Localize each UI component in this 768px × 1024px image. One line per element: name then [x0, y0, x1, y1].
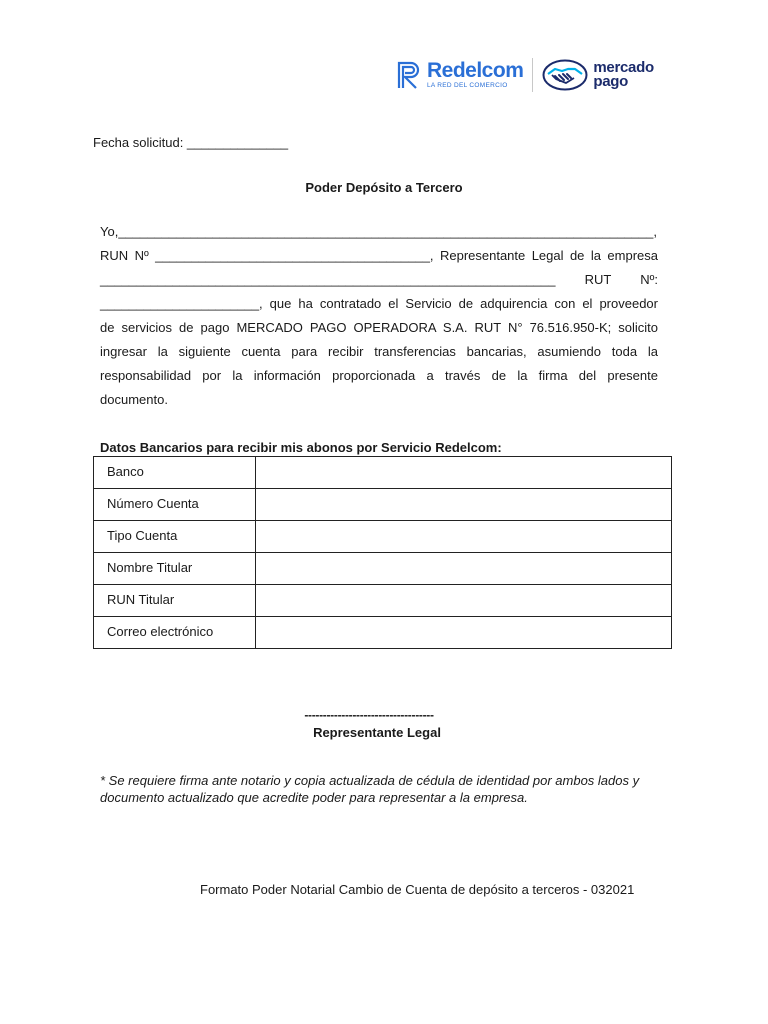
bank-label: Banco	[94, 457, 256, 489]
table-row	[94, 585, 672, 617]
mercadopago-line1: mercado	[593, 59, 654, 76]
bank-data-table	[93, 456, 672, 649]
signature-line: -----------------------------------	[304, 708, 434, 722]
redelcom-logo	[396, 60, 523, 90]
header-logos	[396, 56, 654, 94]
redelcom-name: Redelcom	[427, 59, 524, 83]
table-row	[94, 617, 672, 649]
document-title: Poder Depósito a Tercero	[305, 180, 463, 195]
signature-label: Representante Legal	[313, 725, 441, 740]
mercadopago-line2: pago	[593, 73, 629, 90]
document-footer: Formato Poder Notarial Cambio de Cuenta de depósito a terceros - 032021	[200, 882, 635, 897]
redelcom-r-icon	[396, 60, 422, 90]
holder-run-label: RUN Titular	[94, 585, 256, 617]
bank-data-heading: Datos Bancarios para recibir mis abonos por Servicio Redelcom:	[100, 440, 502, 455]
logo-divider	[532, 58, 533, 92]
redelcom-tagline: LA RED DEL COMERCIO	[427, 82, 508, 90]
table-row	[94, 521, 672, 553]
handshake-icon	[542, 59, 588, 91]
email-field[interactable]	[256, 617, 672, 649]
email-label: Correo electrónico	[94, 617, 256, 649]
table-row	[94, 489, 672, 521]
body-line-1: Yo,__________________________________________________________________________,	[100, 224, 657, 239]
account-number-label: Número Cuenta	[94, 489, 256, 521]
body-line-8: documento.	[100, 392, 168, 407]
holder-run-field[interactable]	[256, 585, 672, 617]
body-line-6: ingresar la siguiente cuenta para recibir transferencias bancarias, asumiendo toda la	[100, 344, 658, 359]
table-row	[94, 553, 672, 585]
account-number-field[interactable]	[256, 489, 672, 521]
body-line-7: responsabilidad por la información proporcionada a través de la firma del presente	[100, 368, 658, 383]
account-type-field[interactable]	[256, 521, 672, 553]
holder-name-label: Nombre Titular	[94, 553, 256, 585]
body-line-5: de servicios de pago MERCADO PAGO OPERADORA S.A. RUT N° 76.516.950-K; solicito	[100, 320, 658, 335]
holder-name-field[interactable]	[256, 553, 672, 585]
bank-value-field[interactable]	[256, 457, 672, 489]
mercadopago-logo	[542, 59, 653, 91]
fecha-solicitud: Fecha solicitud: ______________	[93, 135, 289, 150]
requirements-note: * Se requiere firma ante notario y copia actualizada de cédula de identidad por ambos lados y documento actualizado que acredite poder para representar a la empresa.	[100, 773, 640, 805]
account-type-label: Tipo Cuenta	[94, 521, 256, 553]
poder-body	[100, 220, 658, 412]
body-line-4: ______________________, que ha contratado el Servicio de adquirencia con el proveedor	[100, 296, 658, 311]
body-line-3: _______________________________________________________________ RUT Nº:	[100, 272, 658, 287]
table-row	[94, 457, 672, 489]
body-line-2: RUN Nº ______________________________________, Representante Legal de la empresa	[100, 248, 658, 263]
